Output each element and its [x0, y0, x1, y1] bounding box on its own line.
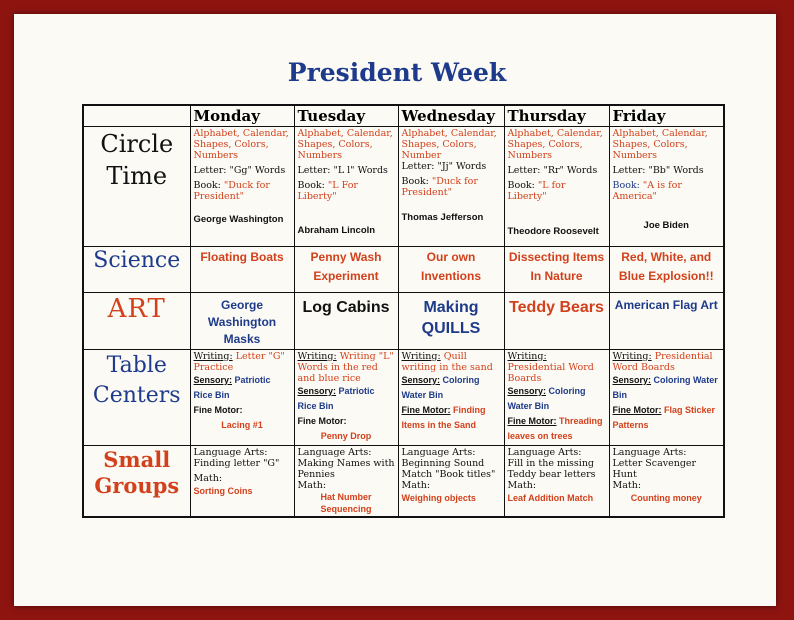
sensory-label: Sensory: [297, 386, 337, 396]
circle-book: "L for Liberty" [507, 180, 566, 202]
fine-motor-activity: Penny Drop [320, 431, 372, 441]
circle-topics: Alphabet, Calendar, Shapes, Colors, Numbers [297, 128, 393, 161]
fine-motor-label: Fine Motor: [297, 416, 347, 426]
writing-label: Writing: [297, 351, 337, 362]
table-cell [609, 350, 724, 446]
fine-motor-activity: Finding Items in the Sand [401, 405, 486, 430]
art-activity: Making QUILLS [421, 299, 481, 337]
art-activity: Teddy Bears [509, 299, 604, 316]
sensory-activity: Coloring Water Bin [401, 375, 480, 400]
language-arts-activity: Beginning Sound Match "Book titles" [401, 458, 496, 480]
header-row [83, 105, 724, 127]
table-cell [190, 350, 294, 446]
language-arts-activity: Making Names with Pennies [297, 458, 395, 480]
math-activity: Hat Number Sequencing [320, 492, 372, 514]
writing-label: Writing: [507, 351, 547, 362]
language-arts-activity: Fill in the missing Teddy bear letters [507, 458, 596, 480]
book-label: Book: [507, 180, 535, 191]
table-centers-row [83, 350, 724, 446]
language-arts-label: Language Arts: [401, 447, 476, 458]
circle-book: "Duck for President" [193, 180, 270, 202]
math-activity: Weighing objects [401, 493, 476, 503]
small-group-cell [504, 446, 609, 518]
fine-motor-label: Fine Motor: [612, 405, 662, 415]
art-activity: American Flag Art [614, 298, 718, 312]
row-label-small-groups: Small Groups [83, 446, 190, 518]
art-cell [504, 293, 609, 350]
circle-topics: Alphabet, Calendar, Shapes, Colors, Number [401, 128, 497, 161]
book-label: Book: [612, 180, 640, 191]
math-label: Math: [507, 480, 537, 491]
math-label: Math: [401, 480, 431, 491]
sensory-label: Sensory: [612, 375, 652, 385]
sensory-label: Sensory: [507, 386, 547, 396]
circle-book: "A is for America" [612, 180, 682, 202]
art-cell [294, 293, 398, 350]
small-group-cell [294, 446, 398, 518]
art-activity: George Washington Masks [207, 298, 277, 346]
science-cell: Penny Wash Experiment [294, 247, 398, 293]
circle-topics: Alphabet, Calendar, Shapes, Colors, Numbers [507, 128, 603, 161]
art-activity: Log Cabins [302, 299, 390, 316]
art-row [83, 293, 724, 350]
circle-cell [294, 127, 398, 247]
science-cell: Floating Boats [190, 247, 294, 293]
math-activity: Leaf Addition Match [507, 493, 594, 503]
president-name: Thomas Jefferson [401, 212, 484, 223]
circle-time-row [83, 127, 724, 247]
book-label: Book: [297, 180, 325, 191]
book-label: Book: [193, 180, 221, 191]
sensory-activity: Patriotic Rice Bin [297, 386, 375, 411]
sensory-activity: Patriotic Rice Bin [193, 375, 271, 400]
science-cell: Dissecting Items In Nature [504, 247, 609, 293]
art-cell [609, 293, 724, 350]
writing-label: Writing: [612, 351, 652, 362]
fine-motor-label: Fine Motor: [401, 405, 451, 415]
table-cell [294, 350, 398, 446]
sensory-label: Sensory: [401, 375, 441, 385]
math-activity: Sorting Coins [193, 486, 253, 496]
language-arts-activity: Finding letter "G" [193, 458, 280, 469]
sensory-activity: Coloring Water Bin [507, 386, 586, 411]
writing-activity: Letter "G" Practice [193, 351, 285, 373]
circle-topics: Alphabet, Calendar, Shapes, Colors, Numbers [193, 128, 289, 161]
row-label-table-centers: Table Centers [83, 350, 190, 446]
weekly-plan-table [82, 104, 725, 518]
day-header: Thursday [504, 105, 609, 127]
writing-label: Writing: [401, 351, 441, 362]
fine-motor-activity: Flag Sticker Patterns [612, 405, 716, 430]
language-arts-label: Language Arts: [193, 447, 268, 458]
science-cell: Our own Inventions [398, 247, 504, 293]
circle-letter: Letter: "Gg" Words [193, 165, 286, 176]
writing-label: Writing: [193, 351, 233, 362]
art-cell [190, 293, 294, 350]
math-label: Math: [297, 480, 327, 491]
fine-motor-label: Fine Motor: [193, 405, 243, 415]
science-cell: Red, White, and Blue Explosion!! [609, 247, 724, 293]
table-cell [504, 350, 609, 446]
writing-activity: Presidential Word Boards [507, 362, 594, 384]
row-label-circle-time: Circle Time [83, 127, 190, 247]
language-arts-label: Language Arts: [612, 447, 687, 458]
fine-motor-activity: Lacing #1 [221, 420, 263, 430]
language-arts-activity: Letter Scavenger Hunt [612, 458, 697, 480]
president-name: Abraham Lincoln [297, 225, 376, 236]
writing-activity: Writing "L" Words in the red and blue rice [297, 351, 394, 384]
language-arts-label: Language Arts: [297, 447, 372, 458]
writing-activity: Presidential Word Boards [612, 351, 713, 373]
small-group-cell [609, 446, 724, 518]
circle-letter: Letter: "Jj" Words [401, 161, 487, 172]
small-groups-row [83, 446, 724, 518]
day-header: Tuesday [294, 105, 398, 127]
math-label: Math: [193, 473, 223, 484]
fine-motor-activity: Threading leaves on trees [507, 416, 603, 441]
day-header: Wednesday [398, 105, 504, 127]
circle-cell [190, 127, 294, 247]
circle-letter: Letter: "L l" Words [297, 165, 388, 176]
language-arts-label: Language Arts: [507, 447, 582, 458]
circle-book: "Duck for President" [401, 176, 478, 198]
row-label-science: Science [83, 247, 190, 293]
day-header: Monday [190, 105, 294, 127]
small-group-cell [398, 446, 504, 518]
circle-cell [609, 127, 724, 247]
art-cell [398, 293, 504, 350]
page-title: President Week [287, 58, 507, 87]
table-cell [398, 350, 504, 446]
sensory-label: Sensory: [193, 375, 233, 385]
circle-letter: Letter: "Bb" Words [612, 165, 704, 176]
president-name: Joe Biden [643, 220, 689, 231]
circle-cell [398, 127, 504, 247]
row-label-art: ART [83, 293, 190, 350]
circle-book: "L For Liberty" [297, 180, 358, 202]
writing-activity: Quill writing in the sand [401, 351, 493, 373]
science-row [83, 247, 724, 293]
math-activity: Counting money [630, 493, 702, 503]
day-header: Friday [609, 105, 724, 127]
president-name: Theodore Roosevelt [507, 226, 599, 237]
small-group-cell [190, 446, 294, 518]
circle-letter: Letter: "Rr" Words [507, 165, 598, 176]
sensory-activity: Coloring Water Bin [612, 375, 718, 400]
circle-cell [504, 127, 609, 247]
corner-cell [83, 105, 190, 127]
math-label: Math: [612, 480, 642, 491]
president-name: George Washington [193, 214, 284, 225]
book-label: Book: [401, 176, 429, 187]
fine-motor-label: Fine Motor: [507, 416, 557, 426]
circle-topics: Alphabet, Calendar, Shapes, Colors, Numbers [612, 128, 708, 161]
